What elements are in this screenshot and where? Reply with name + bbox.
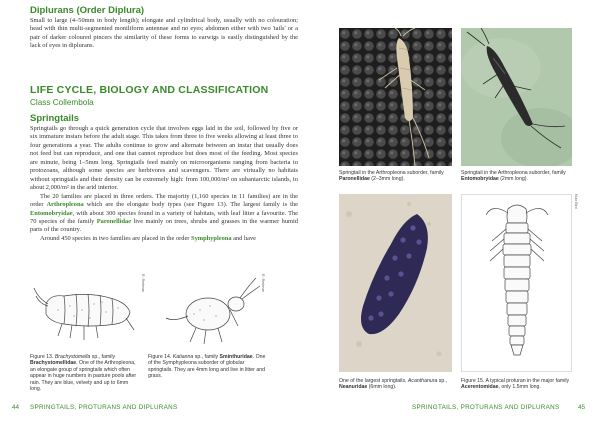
figure-13-credit: R. Redman — [141, 274, 145, 293]
diplurans-text: Small to large (4–50mm in body length); elongate and cylindrical body, usually with no colouration; head with thin multi-segmented moniliform antennae and no eyes; abdomen either with two 'tails' or a pair of darker coloured pincers the similarity of these forms to earwigs is easily distinguished by the lack of eyes in diplurans. — [30, 17, 298, 50]
figure-15-caption: Figure 15. A typical proturan in the major family Acerentomidae, only 1.5mm long. — [461, 378, 570, 391]
photo-paronellidae — [339, 28, 452, 166]
springtails-para2: The 20 families are placed in three orders. The majority (1,160 species in 11 families) are in the order Arthropleona which are the elongate body types (see Figure 13). The largest family is the Entomobryidae, with about 300 species found in a variety of habitats, with leaf litter a favourite. The 70 species of the family Paronellidae live mainly on trees, shrubs and grasses in the warmer humid parts of the country. — [30, 192, 298, 234]
figure-14-illustration — [160, 274, 262, 350]
section-title: LIFE CYCLE, BIOLOGY AND CLASSIFICATION — [30, 84, 269, 96]
elongate-springtail-drawing — [30, 274, 142, 350]
springtail-photo-3 — [339, 194, 452, 372]
figure-14-credit: R. Redman — [261, 274, 265, 293]
figure-15-credit: Klair Bird — [574, 194, 578, 209]
diplurans-heading: Diplurans (Order Diplura) — [30, 5, 145, 16]
photo-entomobryidae — [461, 28, 572, 166]
photo-3-caption: One of the largest springtails, Acanthanura sp., Neanuridae (6mm long). — [339, 378, 448, 391]
figure-15-illustration — [461, 194, 572, 372]
springtails-heading: Springtails — [30, 113, 80, 124]
right-page-number: 45 — [578, 404, 586, 411]
springtails-para1: Springtails go through a quick generation cycle that involves eggs laid in the soil, followed by five or six immature instars before the adult stage. This takes from three to five weeks allowing at least three to four generations a year. The adults continue to grow and alternate between an instar that usually does not feed but can reproduce, and one that cannot reproduce but does most of the feeding. Most species are minute, being 1–5mm long. Springtails feed mainly on microorganisms ranging from bacteria to protozoans, although some species are herbivores and scavengers. There are virtually no habitats without springtails and their density can be extremely high: from 100,000/m² on subantarctic islands, to about 2,000/m² in the arid interior. — [30, 125, 298, 192]
springtail-photo-2 — [461, 28, 572, 166]
figure-13-illustration — [30, 274, 142, 350]
left-page-number: 44 — [12, 404, 20, 411]
figure-14-caption: Figure 14. Katianna sp., family Sminthuridae. One of the Symphypleona suborder of globular springtails. They are 4mm long and live in litter and grass. — [148, 354, 266, 380]
photo-2-caption: Springtail in the Arthropleona suborder, family Entomobryidae (2mm long). — [461, 170, 566, 183]
springtail-photo-1 — [339, 28, 452, 166]
class-label: Class Collembola — [30, 98, 94, 107]
springtails-para3: Around 450 species in two families are placed in the order Symphypleona and have — [40, 234, 257, 242]
proturan-drawing — [462, 195, 573, 373]
figure-13-caption: Figure 13. Brachystomella sp., family Brachystomellidae. One of the Arthropleona, an elongate group of springtails which often appear in huge numbers in pasture pools after rain. They are blue, velvety and up to 6mm long. — [30, 354, 137, 393]
globular-springtail-drawing — [160, 274, 262, 350]
photo-acanthanura — [339, 194, 452, 372]
left-running-title: SPRINGTAILS, PROTURANS AND DIPLURANS — [30, 404, 178, 411]
photo-1-caption: Springtail in the Arthropleona suborder, family Paronellidae (2–3mm long). — [339, 170, 444, 183]
right-running-title: SPRINGTAILS, PROTURANS AND DIPLURANS — [412, 404, 560, 411]
springtails-body — [30, 125, 298, 243]
